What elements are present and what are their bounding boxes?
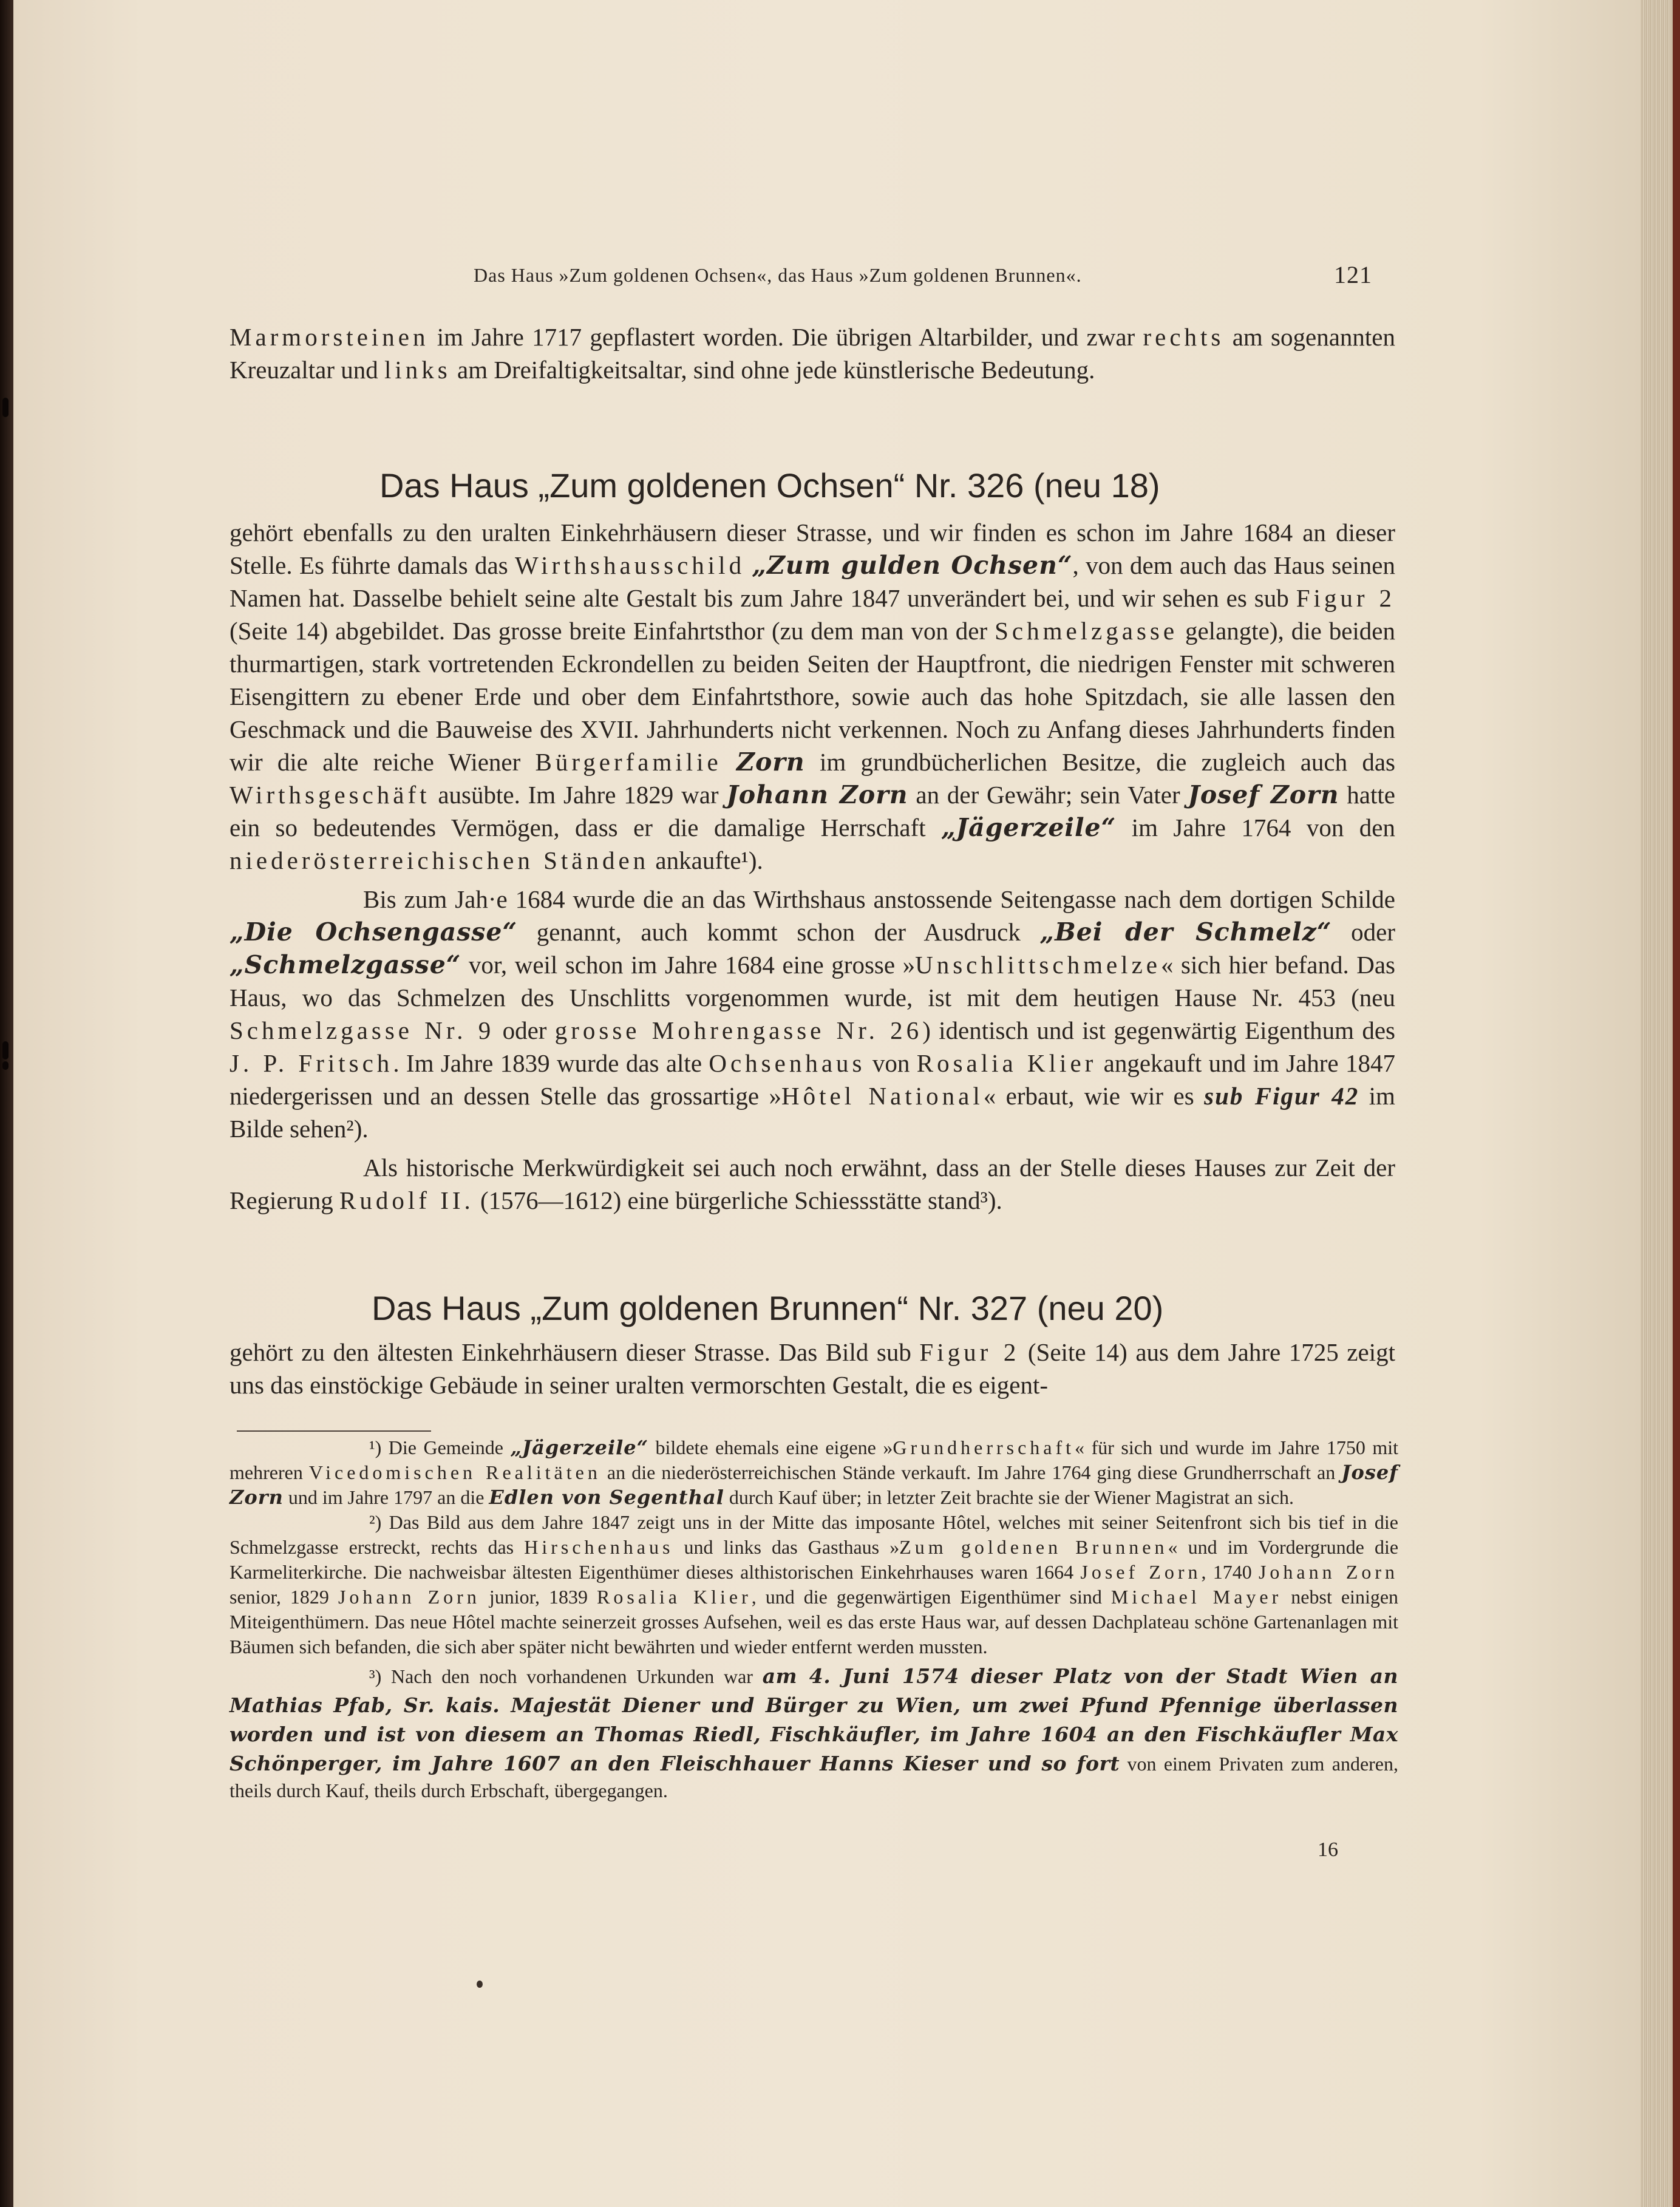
paragraph <box>230 883 1395 1145</box>
spaced-word: Wirthsgeschäft <box>230 781 430 809</box>
spaced-word: rechts <box>1143 323 1225 351</box>
text-run: von einem Privaten zum anderen, theils durch Kauf, theils durch Erbschaft, übergegangen. <box>230 1753 1399 1801</box>
spaced-word: Figur 2 <box>919 1338 1020 1366</box>
section-heading-brunnen: Das Haus „Zum goldenen Brunnen“ Nr. 327 (neu 20) <box>372 1289 1164 1327</box>
spaced-word: grosse Mohrengasse Nr. 26 <box>554 1016 923 1044</box>
fraktur-phrase: Josef Zorn <box>1188 780 1339 809</box>
text-run: und im Jahre 1797 an die <box>283 1486 489 1508</box>
text-run: « für sich und wurde im Jahre 1750 mit mehreren <box>230 1437 1399 1483</box>
text-run: im Jahre 1717 gepflastert worden. Die übrigen Altarbilder, und zwar <box>429 323 1143 351</box>
text-run: hatte ein so bedeutendes Vermögen, dass er die damalige Herrschaft <box>230 781 1395 842</box>
text-run: junior, 1839 <box>480 1586 597 1608</box>
spaced-word: Johann Zorn <box>338 1586 480 1608</box>
text-run: ankaufte¹). <box>649 846 763 874</box>
text-run: ²) Das Bild aus dem Jahre 1847 zeigt uns in der Mitte das imposante Hôtel, welches mit seiner Seitenfront sich bis tief in die Schmelzgasse erstreckt, rechts das <box>230 1511 1398 1558</box>
paragraph <box>230 516 1395 877</box>
text-run: oder <box>494 1016 555 1044</box>
fraktur-phrase: „Jägerzeile“ <box>510 1436 649 1459</box>
section-brunnen-body <box>230 1336 1395 1401</box>
text-run: im Bilde sehen²). <box>230 1082 1395 1143</box>
spaced-word: Ochsenhaus <box>709 1049 866 1077</box>
cover-edge <box>1673 0 1680 2207</box>
text-run: , und die gegenwärtigen Eigenthümer sind <box>751 1586 1111 1608</box>
spaced-word: Rosalia Klier <box>597 1586 752 1608</box>
spaced-word: J. P. Fritsch <box>230 1049 393 1077</box>
fraktur-phrase: Zorn <box>736 747 805 777</box>
text-run: und links das Gasthaus » <box>673 1536 900 1558</box>
book-binding-edge <box>0 0 13 2207</box>
paragraph <box>230 1151 1395 1217</box>
spaced-word: links <box>384 356 451 384</box>
text-run: angekauft und im Jahre 1847 niedergerissen und an dessen Stelle das grossartige » <box>230 1049 1395 1110</box>
spaced-word: Rosalia Klier <box>916 1049 1097 1077</box>
text-run: senior, 1829 <box>230 1586 338 1608</box>
text-run: , von dem auch das Haus seinen Namen hat. Dasselbe behielt seine alte Gestalt bis zum Jahre 1847 unverändert bei, und wir sehen es sub <box>230 551 1395 612</box>
text-run: gehört ebenfalls zu den uralten Einkehrhäusern dieser Strasse, und wir finden es schon im Jahre 1684 an dieser Stelle. Es führte damals das <box>230 519 1395 579</box>
text-run: am Dreifaltigkeitsaltar, sind ohne jede künstlerische Bedeutung. <box>451 356 1095 384</box>
text-run: ³) Nach den noch vorhandenen Urkunden war <box>369 1665 763 1687</box>
section-heading-ochsen: Das Haus „Zum goldenen Ochsen“ Nr. 326 (neu 18) <box>379 466 1160 505</box>
spaced-word: Zum goldenen Brunnen <box>899 1536 1168 1558</box>
footnote-1 <box>230 1435 1398 1510</box>
spaced-word: Wirthshausschild <box>515 551 746 579</box>
text-run: (Seite 14) aus dem Jahre 1725 zeigt uns das einstöckige Gebäude in seiner uralten vermorschten Gestalt, die es eigent- <box>230 1338 1395 1399</box>
text-run: vor, weil schon im Jahre 1684 eine grosse » <box>461 951 916 979</box>
spaced-word: Schmelzgasse <box>995 617 1178 645</box>
section-ochsen-body <box>230 516 1395 1217</box>
ink-speck <box>477 1981 483 1988</box>
text-run: « sich hier befand. Das Haus, wo das Schmelzen des Unschlitts vorgenommen wurde, ist mit dem heutigen Hause Nr. 453 (neu <box>230 951 1395 1012</box>
figure-reference: sub Figur 42 <box>1204 1082 1359 1110</box>
text-run: an die niederösterreichischen Stände verkauft. Im Jahre 1764 ging diese Grundherrschaft an <box>600 1461 1342 1483</box>
text-run: von <box>865 1049 917 1077</box>
spaced-word: Vicedomischen Realitäten <box>308 1461 601 1483</box>
fraktur-phrase: Johann Zorn <box>726 780 908 809</box>
spaced-word: Josef Zorn <box>1080 1561 1202 1583</box>
fraktur-passage: am 4. Juni 1574 dieser Platz von der Stadt Wien an Mathias Pfab, Sr. kais. Majestät Diener und Bürger zu Wien, um zwei Pfund Pfennige überlassen worden und ist von diesem an Thomas Riedl, Fischkäufler, im Jahre 1604 an den Fischkäufler Max Schönperger, im Jahre 1607 an den Fleischhauer Hanns Kieser und so fort <box>230 1664 1398 1775</box>
text-run: (Seite 14) abgebildet. Das grosse breite Einfahrtsthor (zu dem man von der <box>230 617 995 645</box>
spaced-word: niederösterreichischen Ständen <box>230 846 650 874</box>
text-run: , 1740 <box>1201 1561 1259 1583</box>
paragraph <box>230 1336 1395 1401</box>
text-run: « erbaut, wie wir es <box>983 1082 1205 1110</box>
footnote-2 <box>230 1510 1398 1659</box>
fraktur-phrase: „Jägerzeile“ <box>941 813 1117 842</box>
signature-mark: 16 <box>1318 1838 1338 1861</box>
page-number: 121 <box>1334 261 1372 288</box>
spaced-word: Michael Mayer <box>1110 1586 1282 1608</box>
text-run: ¹) Die Gemeinde <box>369 1437 511 1458</box>
text-run: Als historische Merkwürdigkeit sei auch noch erwähnt, dass an der Stelle dieses Hauses zur Zeit der Regierung <box>230 1154 1395 1214</box>
text-run: an der Gewähr; sein Vater <box>908 781 1188 809</box>
fraktur-phrase: „Schmelzgasse“ <box>230 950 461 979</box>
text-run: nebst einigen Miteigenthümern. Das neue Hôtel machte seinerzeit grosses Aufsehen, weil es das erste Haus war, auf dessen Dachplateau schöne Gartenanlagen mit Bäumen sich befanden, die sich aber später nicht bewährten und wieder entfernt werden mussten. <box>230 1586 1399 1658</box>
text-run: Bis zum Jah·e 1684 wurde die an das Wirthshaus anstossende Seitengasse nach dem dortigen Schilde <box>363 885 1395 913</box>
fraktur-phrase: Edlen von Segenthal <box>489 1486 724 1509</box>
running-head-title: Das Haus »Zum goldenen Ochsen«, das Haus »Zum goldenen Brunnen«. <box>474 264 1082 286</box>
text-run: gelangte), die beiden thurmartigen, stark vortretenden Eckrondellen zu beiden Seiten der Hauptfront, die niedrigen Fenster mit schweren Eisengittern zu ebener Erde und ober dem Einfahrtsthore, sowie auch das hohe Spitzdach, sie alle lassen den Geschmack und die Bauweise des XVII. Jahrhunderts nicht verkennen. Noch zu Anfang dieses Jahrhunderts finden wir die alte reiche Wiener <box>230 617 1395 776</box>
spaced-word: Johann Zorn <box>1258 1561 1399 1583</box>
text-run: ausübte. Im Jahre 1829 war <box>430 781 727 809</box>
text-run: gehört zu den ältesten Einkehrhäusern dieser Strasse. Das Bild sub <box>230 1338 920 1366</box>
text-run: ) identisch und ist gegenwärtig Eigenthum des <box>922 1016 1395 1044</box>
text-run: im Jahre 1764 von den <box>1116 814 1396 842</box>
spaced-word: Grundherrschaft <box>893 1437 1075 1458</box>
spaced-word: Hôtel National <box>781 1082 984 1110</box>
text-run: oder <box>1331 918 1396 946</box>
text-run: bildete ehemals eine eigene » <box>648 1437 893 1458</box>
spaced-word: Hirschenhaus <box>524 1536 674 1558</box>
spaced-word: Bürgerfamilie <box>535 748 722 776</box>
text-run: am sogenannten Kreuzaltar und <box>230 323 1396 384</box>
footnote-3 <box>230 1662 1398 1803</box>
spaced-word: Figur 2 <box>1296 584 1395 612</box>
fraktur-phrase: Josef Zorn <box>230 1461 1399 1509</box>
text-run: (1576—1612) eine bürgerliche Schiessstätte stand³). <box>474 1186 1002 1214</box>
fraktur-phrase: „Bei der Schmelz“ <box>1039 917 1332 947</box>
text-run: durch Kauf über; in letzter Zeit brachte sie der Wiener Magistrat an sich. <box>724 1486 1294 1508</box>
footnotes <box>230 1435 1398 1803</box>
spaced-word: Marmorsteinen <box>230 323 429 351</box>
intro-paragraph <box>230 321 1395 386</box>
running-head <box>474 260 1372 290</box>
spaced-word: Unschlittschmelze <box>915 951 1161 979</box>
spaced-word: Schmelzgasse Nr. 9 <box>230 1016 495 1044</box>
text-run: . Im Jahre 1839 wurde das alte <box>393 1049 709 1077</box>
text-run: genannt, auch kommt schon der Ausdruck <box>517 918 1040 946</box>
spaced-word: Rudolf II. <box>339 1186 474 1214</box>
text-run: « und im Vordergrunde die Karmeliterkirche. Die nachweisbar ältesten Eigenthümer dieses althistorischen Einkehrhauses waren 1664 <box>230 1536 1399 1583</box>
text-run: im grundbücherlichen Besitze, die zugleich auch das <box>804 748 1395 776</box>
footnote-rule <box>237 1430 431 1432</box>
fraktur-phrase: „Zum gulden Ochsen“ <box>752 551 1073 580</box>
fraktur-phrase: „Die Ochsengasse“ <box>230 917 518 947</box>
